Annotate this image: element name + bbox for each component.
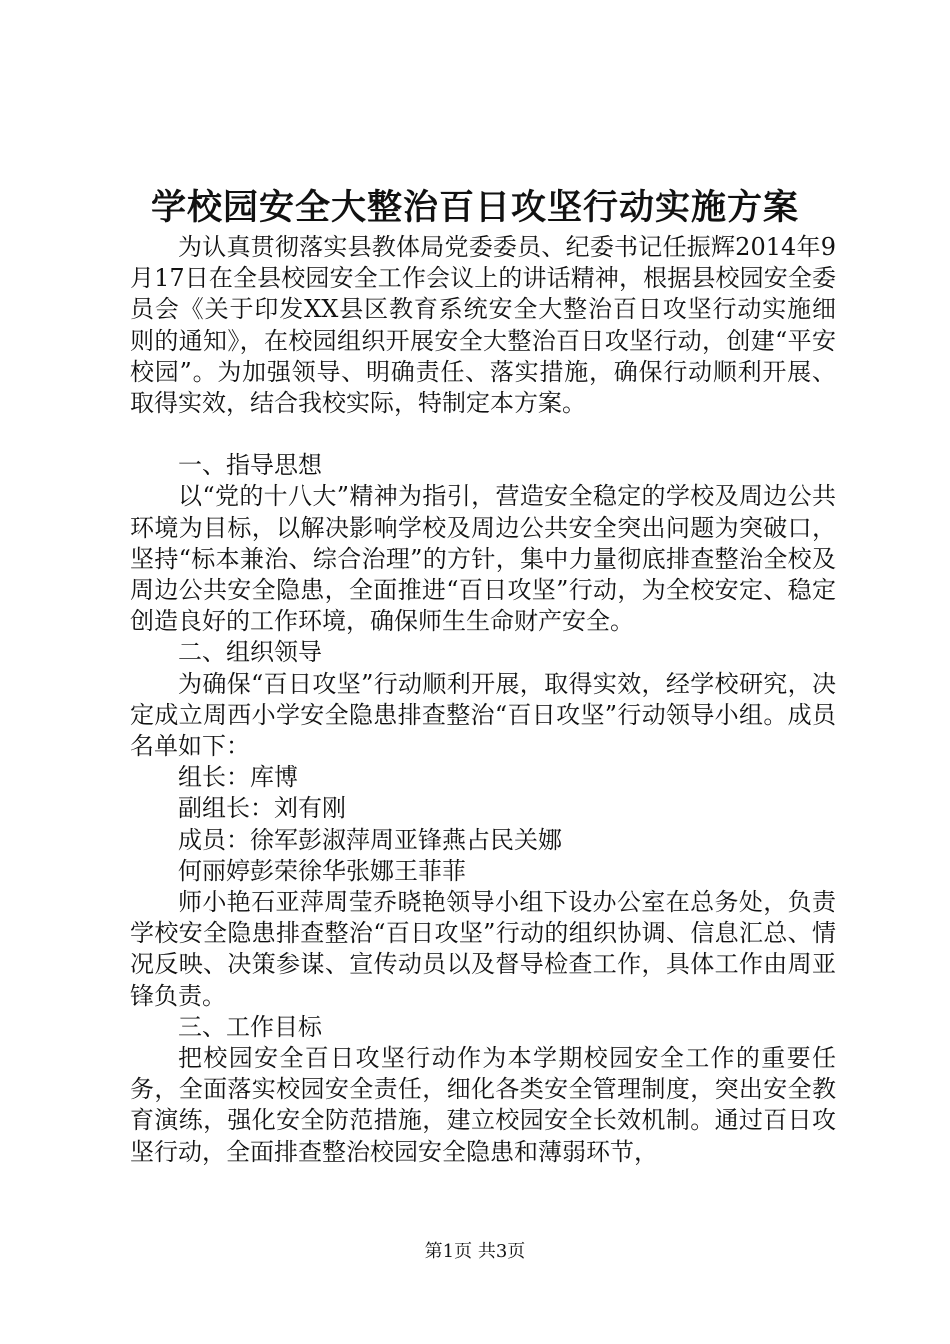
section2-heading: 二、组织领导 <box>178 638 322 667</box>
section3-heading: 三、工作目标 <box>178 1012 322 1041</box>
section1-paragraph: 以“党的十八大”精神为指引，营造安全稳定的学校及周边公共环境为目标，以解决影响学校及周边公共安全突出问题为突破口，坚持“标本兼治、综合治理”的方针，集中力量彻底排查整治全校及周边公共安全隐患，全面推进“百日攻坚”行动，为全校安定、稳定创造良好的工作环境，确保师生生命财产安全。 <box>130 482 836 636</box>
members-line-1: 成员：徐军彭淑萍周亚锋燕占民关娜 <box>178 825 562 854</box>
paragraph-gap <box>130 419 836 450</box>
deputy-leader-line: 副组长：刘有刚 <box>178 794 346 823</box>
section2-office-paragraph: 师小艳石亚萍周莹乔晓艳领导小组下设办公室在总务处，负责学校安全隐患排查整治“百日攻坚”行动的组织协调、信息汇总、情况反映、决策参谋、宣传动员以及督导检查工作，具体工作由周亚锋负责。 <box>130 888 836 1010</box>
document-body <box>130 232 836 1168</box>
intro-paragraph: 为认真贯彻落实县教体局党委委员、纪委书记任振辉2014年9月17日在全县校园安全工作会议上的讲话精神，根据县校园安全委员会《关于印发XX县区教育系统安全大整治百日攻坚行动实施细则的通知》，在校园组织开展安全大整治百日攻坚行动，创建“平安校园”。为加强领导、明确责任、落实措施，确保行动顺利开展、取得实效，结合我校实际，特制定本方案。 <box>130 233 836 418</box>
document-title: 学校园安全大整治百日攻坚行动实施方案 <box>150 187 799 228</box>
section3-paragraph: 把校园安全百日攻坚行动作为本学期校园安全工作的重要任务，全面落实校园安全责任，细化各类安全管理制度，突出安全教育演练，强化安全防范措施，建立校园安全长效机制。通过百日攻坚行动，全面排查整治校园安全隐患和薄弱环节， <box>130 1044 836 1166</box>
leader-line: 组长：库博 <box>178 763 298 792</box>
page-footer: 第1页 共3页 <box>424 1241 526 1262</box>
section2-paragraph: 为确保“百日攻坚”行动顺利开展，取得实效，经学校研究，决定成立周西小学安全隐患排查整治“百日攻坚”行动领导小组。成员名单如下： <box>130 669 836 761</box>
section1-heading: 一、指导思想 <box>178 451 322 480</box>
members-line-2: 何丽婷彭荣徐华张娜王菲菲 <box>178 856 466 885</box>
